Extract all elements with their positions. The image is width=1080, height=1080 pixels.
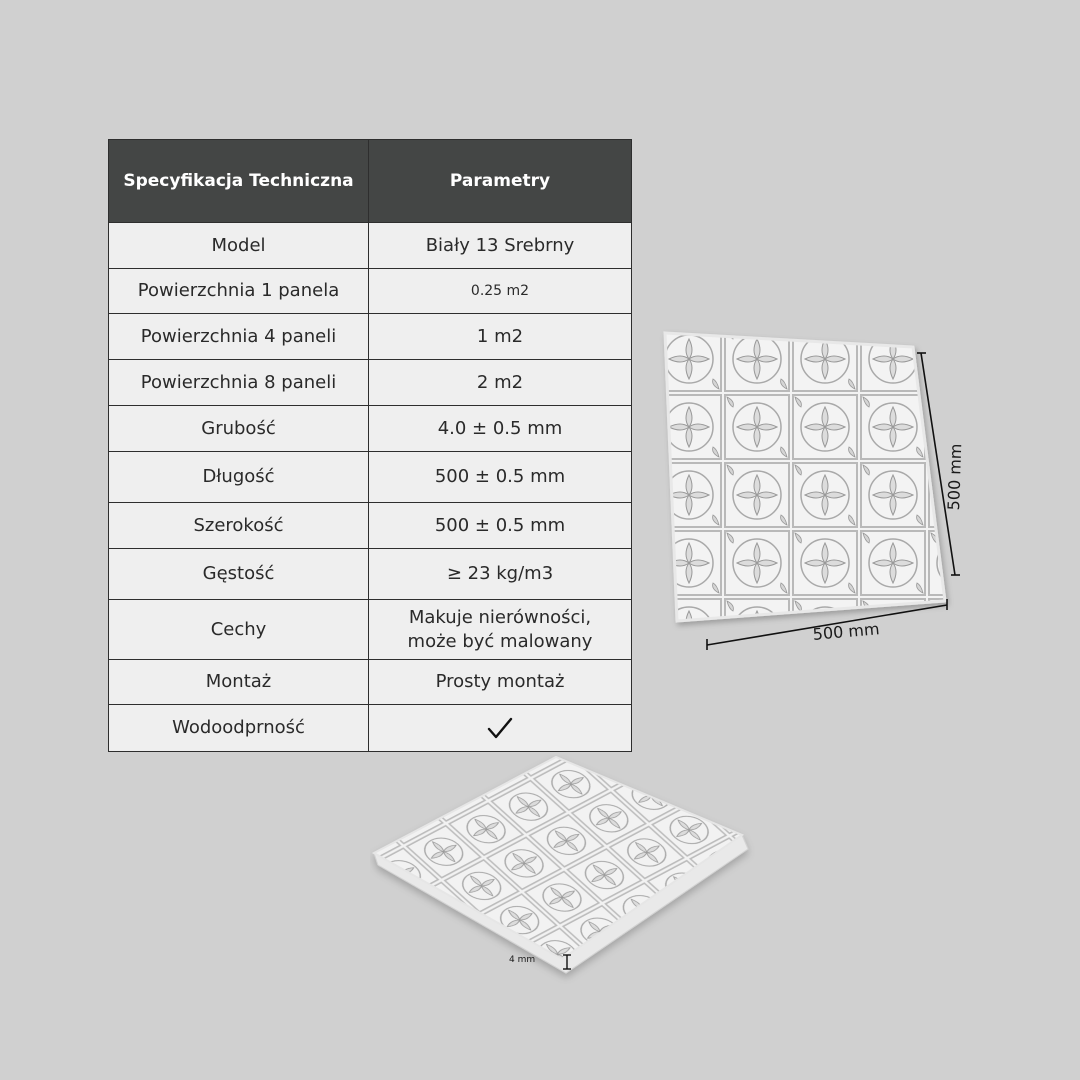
table-row xyxy=(109,600,632,660)
row-value: 4.0 ± 0.5 mm xyxy=(369,406,632,452)
thickness-dimension-label: 4 mm xyxy=(509,955,536,965)
row-label: Powierzchnia 8 paneli xyxy=(109,360,369,406)
width-dimension-label: 500 mm xyxy=(812,619,881,644)
row-value: 500 ± 0.5 mm xyxy=(369,452,632,503)
row-value: Prosty montaż xyxy=(369,660,632,705)
row-value: 2 m2 xyxy=(369,360,632,406)
perspective-panel-image xyxy=(370,755,755,985)
header-spec: Specyfikacja Techniczna xyxy=(109,140,369,223)
row-label: Długość xyxy=(109,452,369,503)
check-icon xyxy=(487,717,513,739)
row-label: Powierzchnia 1 panela xyxy=(109,269,369,314)
row-value: 1 m2 xyxy=(369,314,632,360)
row-value-line1: Makuje nierówności, xyxy=(408,606,592,628)
table-row xyxy=(109,705,632,752)
row-label: Montaż xyxy=(109,660,369,705)
row-label: Szerokość xyxy=(109,503,369,549)
table-row xyxy=(109,452,632,503)
table-row xyxy=(109,549,632,600)
table-row xyxy=(109,660,632,705)
row-value xyxy=(369,705,632,752)
front-panel-image xyxy=(655,325,965,655)
row-label: Cechy xyxy=(109,600,369,660)
row-value: 0.25 m2 xyxy=(369,269,632,314)
table-row xyxy=(109,406,632,452)
row-value xyxy=(369,600,632,660)
row-value: Biały 13 Srebrny xyxy=(369,223,632,269)
row-label: Powierzchnia 4 paneli xyxy=(109,314,369,360)
table-header-row xyxy=(109,140,632,223)
table-row xyxy=(109,360,632,406)
row-label: Wodoodprność xyxy=(109,705,369,752)
row-value-line2: może być malowany xyxy=(407,630,593,652)
table-row xyxy=(109,314,632,360)
header-params: Parametry xyxy=(369,140,632,223)
spec-table xyxy=(108,139,632,752)
row-value: 500 ± 0.5 mm xyxy=(369,503,632,549)
table-row xyxy=(109,223,632,269)
row-label: Grubość xyxy=(109,406,369,452)
row-label: Model xyxy=(109,223,369,269)
table-row xyxy=(109,269,632,314)
height-dimension-label: 500 mm xyxy=(944,443,966,511)
row-value: ≥ 23 kg/m3 xyxy=(369,549,632,600)
table-row xyxy=(109,503,632,549)
row-label: Gęstość xyxy=(109,549,369,600)
